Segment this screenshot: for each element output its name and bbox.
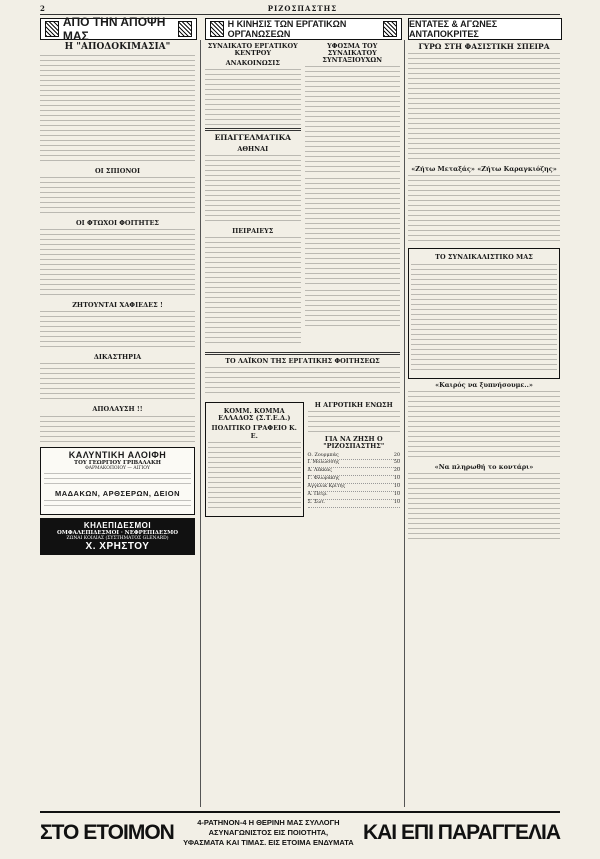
paper-title: ΡΙΖΟΣΠΑΣΤΗΣ: [267, 4, 338, 13]
fund-row: [308, 500, 401, 508]
middle-column: [205, 40, 400, 807]
ornament-icon: [210, 21, 224, 37]
right-banner-title: ΕΝΤΑΤΕΣ & ΑΓΩΝΕΣ ΑΝΤΑΠΟΚΡΙΤΕΣ: [409, 19, 498, 39]
divider: [205, 128, 301, 131]
party-heading: ΚΟΜΜ. ΚΟΜΜΑ ΕΛΛΑΔΟΣ (Σ.Τ.Ε.Δ.): [218, 407, 291, 423]
ornament-icon: [45, 21, 59, 37]
middle-subcol-a: [205, 40, 301, 349]
pensioners-heading: ΥΦΟΣΜΑ ΤΟΥ ΣΥΝΔΙΚΑΤΟΥ ΣΥΝΤΑΞΙΟΥΧΩΝ: [322, 42, 383, 65]
fund-name: Δ. Λέκκας: [307, 468, 332, 474]
fund-name: Σ. Σωτ.: [307, 500, 326, 506]
fund-name: Αγγελικ Κρίτης: [307, 484, 346, 490]
article-text: [308, 411, 401, 433]
fund-name: Ι. Μολώσσης: [307, 460, 340, 466]
footer-left: ΣΤΟ ΕΤΟΙΜΟΝ: [40, 821, 174, 844]
footer-line: 4-ΡΑΤΗΝΟΝ-4 Η ΘΕΡΙΝΗ ΜΑΣ ΣΥΛΛΟΓΗ ΑΣΥΝΑΓΩΝΙΣΤΟΣ ΕΙΣ ΠΟΙΟΤΗΤΑ,: [197, 818, 340, 838]
article-text: [40, 311, 195, 351]
fund-name: Α. Πετρ.: [307, 492, 328, 498]
ad-subtitle: ΟΜΦΑΛΕΠΙΔΕΣΜΟΙ · ΝΕΦΡΕΠΙΔΕΣΜΟ: [56, 529, 179, 536]
truss-ad: [40, 518, 195, 555]
fund-amount: 10: [393, 484, 400, 490]
left-section-banner: [40, 15, 197, 43]
fund-amount: 10: [393, 492, 400, 498]
fund-amount: 50: [393, 460, 400, 466]
middle-subcolumns: [205, 40, 400, 349]
ad-name: Χ. ΧΡΗΣΤΟΥ: [85, 540, 150, 552]
party-subheading: ΠΟΛΙΤΙΚΟ ΓΡΑΦΕΙΟ Κ. Ε.: [211, 424, 297, 440]
middle-lower-subcolumns: [205, 399, 400, 520]
statement-heading: ΑΝΑΚΟΙΝΩΣΙΣ: [225, 59, 280, 68]
article-text: [305, 290, 401, 330]
city-heading: ΠΕΙΡΑΙΕΥΣ: [232, 226, 274, 235]
mid-section-banner: [205, 18, 402, 40]
right-column: [408, 40, 560, 807]
right-subhead: «Να πληρωθή το κοντάρι»: [434, 462, 534, 471]
ad-title: ΚΑΛΥΝΤΙΚΗ ΑΛΟΙΦΗ: [68, 449, 167, 460]
right-headline: ΓΥΡΩ ΣΤΗ ΦΑΣΙΣΤΙΚΗ ΣΠΕΙΡΑ: [418, 42, 550, 51]
article-text: [40, 363, 195, 403]
fund-amount: 10: [393, 476, 400, 482]
article-text: [408, 175, 560, 245]
ointment-ad: [40, 447, 195, 515]
article-text: [408, 53, 560, 163]
left-headline: Η "ΑΠΟΔΟΚΙΜΑΣΙΑ": [64, 42, 171, 52]
party-box: [205, 402, 304, 517]
article-text: [411, 264, 557, 374]
ad-smallprint: ΖΩΝΑΙ ΚΟΙΛΙΑΣ (ΣΥΣΤΗΜΑΤΟΣ GLENARD): [66, 535, 169, 541]
middle-subcol-b: [305, 40, 401, 349]
column-divider: [200, 40, 201, 807]
box-title: ΤΟ ΣΥΝΔΙΚΑΛΙΣΤΙΚΟ ΜΑΣ: [435, 253, 533, 262]
city-heading: ΑΘΗΝΑΙ: [237, 144, 269, 153]
article-text: [205, 237, 301, 347]
right-subhead: «Ζήτω Μεταξάς» «Ζήτω Καραγκιόζης»: [411, 165, 557, 174]
fund-amount: 20: [393, 468, 400, 474]
divider: [205, 352, 400, 355]
article-text: [40, 55, 195, 165]
article-text: [205, 155, 301, 225]
mid-heading: ΤΟ ΛΑΪΚΟΝ ΤΗΣ ΕΡΓΑΤΙΚΗΣ ΦΟΙΤΗΣΕΩΣ: [225, 356, 380, 365]
fund-amount: 20: [393, 452, 400, 458]
right-subhead: «Καιρός να ξυπνήσουμε..»: [435, 380, 533, 389]
fund-list: [308, 453, 401, 509]
article-text: [305, 178, 401, 288]
article-text: [40, 177, 195, 217]
ad-title: ΚΗΛΕΠΙΔΕΣΜΟΙ: [83, 520, 152, 530]
ad-subtitle: ΤΟΥ ΓΕΩΡΓΙΟΥ ΓΡΙΒΑΛΑΚΗ: [73, 459, 161, 466]
page-number: 2: [40, 4, 45, 13]
article-text: [408, 473, 560, 543]
article-text: [305, 66, 401, 176]
left-subhead: ΟΙ ΣΠΙΟΝΟΙ: [94, 166, 141, 175]
union-heading: ΣΥΝΔΙΚΑΤΟ ΕΡΓΑΤΙΚΟΥ ΚΕΝΤΡΟΥ: [207, 42, 298, 58]
mid-banner-title: Η ΚΙΝΗΣΙΣ ΤΩΝ ΕΡΓΑΤΙΚΩΝ ΟΡΓΑΝΩΣΕΩΝ: [227, 19, 347, 39]
article-text: [205, 367, 400, 397]
fund-name: Ο. Ζουρμπάς: [307, 452, 339, 458]
footer-right: ΚΑΙ ΕΠΙ ΠΑΡΑΓΓΕΛΙΑ: [362, 821, 560, 844]
fund-section: [308, 399, 401, 520]
footer-line: ΥΦΑΣΜΑΤΑ ΚΑΙ ΤΙΜΑΣ. ΕΙΣ ΕΤΟΙΜΑ ΕΝΔΥΜΑΤΑ: [183, 837, 354, 847]
left-column: [40, 40, 195, 807]
right-section-banner: [408, 18, 562, 40]
article-text: [40, 416, 195, 444]
fund-amount: 10: [393, 500, 400, 506]
fund-name: Γ. Φλωράκης: [307, 476, 340, 482]
section-title: ΕΠΑΓΓΕΛΜΑΤΙΚΑ: [214, 133, 291, 143]
left-subhead: ΟΙ ΦΤΩΧΟΙ ΦΟΙΤΗΤΕΣ: [76, 219, 159, 228]
ad-smallprint: ΦΑΡΜΑΚΟΠΟΙΟΥ — ΑΙΓΙΟΥ: [85, 465, 150, 471]
union-heading: Η ΑΓΡΟΤΙΚΗ ΕΝΩΣΗ: [314, 401, 393, 410]
ad-title: ΜΑΔΑΚΩΝ, ΑΡΘΣΕΡΩΝ, ΔΕΙΟΝ: [54, 488, 180, 498]
left-subhead: ΖΗΤΟΥΝΤΑΙ ΧΑΦΙΕΔΕΣ !: [72, 301, 163, 310]
ad-text: [44, 473, 191, 487]
masthead: [40, 4, 560, 15]
footer-middle: [174, 818, 363, 847]
left-banner-title: ΑΠΟ ΤΗΝ ΑΠΟΨΗ ΜΑΣ: [62, 15, 166, 43]
ornament-icon: [383, 21, 397, 37]
column-divider: [404, 40, 405, 807]
footer-ad: [40, 811, 560, 853]
left-subhead: ΑΠΟΛΑΥΣΗ !!: [92, 405, 143, 414]
article-text: [40, 229, 195, 299]
article-text: [208, 442, 301, 512]
article-text: [408, 391, 560, 461]
syndicalist-box: [408, 248, 560, 378]
ornament-icon: [178, 21, 192, 37]
ad-text: [44, 500, 191, 510]
fund-heading: ΓΙΑ ΝΑ ΖΗΣΗ Ο "ΡΙΖΟΣΠΑΣΤΗΣ": [323, 435, 385, 451]
article-text: [205, 69, 301, 125]
left-subhead: ΔΙΚΑΣΤΗΡΙΑ: [93, 353, 142, 362]
